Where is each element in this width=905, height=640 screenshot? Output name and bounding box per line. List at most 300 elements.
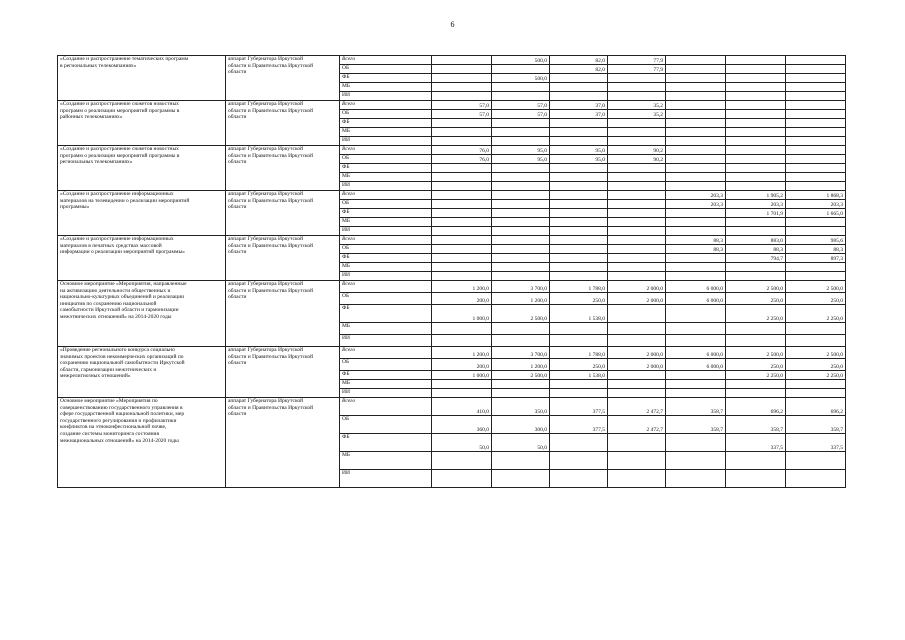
value-cell bbox=[786, 323, 846, 335]
value-cell: 250,0 bbox=[550, 359, 608, 371]
activity-name-line: Основное мероприятие «Мероприятия по bbox=[60, 398, 158, 404]
value-cell bbox=[666, 92, 726, 101]
value-cell bbox=[432, 83, 492, 92]
value-cell bbox=[492, 263, 550, 272]
activity-name-line: районных телекомпаниях» bbox=[60, 114, 123, 121]
activity-name-line: в региональных телекомпаниях» bbox=[60, 62, 137, 69]
value-cell bbox=[726, 110, 786, 119]
value-cell bbox=[786, 56, 846, 65]
activity-name-line: области, гармонизации межэтнических и bbox=[60, 366, 157, 373]
value-cell bbox=[608, 452, 666, 470]
value-cell bbox=[432, 200, 492, 209]
value-cell bbox=[726, 101, 786, 110]
value-cell bbox=[726, 452, 786, 470]
funding-source-cell: ИИ bbox=[340, 389, 432, 398]
value-cell bbox=[550, 380, 608, 389]
value-cell bbox=[726, 263, 786, 272]
value-cell: 2 472,7 bbox=[608, 416, 666, 434]
value-cell bbox=[492, 452, 550, 470]
table-row bbox=[58, 191, 846, 200]
value-cell bbox=[492, 137, 550, 146]
value-cell: 985,6 bbox=[786, 236, 846, 245]
value-cell bbox=[666, 434, 726, 452]
value-cell: 203,3 bbox=[666, 200, 726, 209]
value-cell bbox=[666, 470, 726, 488]
value-cell: 2 500,0 bbox=[786, 281, 846, 293]
table-row bbox=[58, 398, 846, 416]
value-cell bbox=[432, 191, 492, 200]
value-cell bbox=[726, 218, 786, 227]
activity-name-cell bbox=[58, 398, 226, 488]
value-cell bbox=[666, 389, 726, 398]
value-cell bbox=[608, 92, 666, 101]
value-cell bbox=[666, 323, 726, 335]
value-cell: 200,0 bbox=[432, 293, 492, 305]
value-cell bbox=[786, 146, 846, 155]
value-cell bbox=[726, 380, 786, 389]
value-cell bbox=[492, 164, 550, 173]
activity-name-line: государственного регулирования и профилактики bbox=[60, 417, 177, 424]
value-cell: 250,0 bbox=[726, 359, 786, 371]
activity-name-line: создание системы мониторинга состояния bbox=[60, 430, 160, 437]
table-row bbox=[58, 101, 846, 110]
value-cell bbox=[550, 83, 608, 92]
value-cell bbox=[608, 74, 666, 83]
value-cell bbox=[432, 209, 492, 218]
value-cell bbox=[432, 380, 492, 389]
responsible-executor-line: аппарат Губернатора Иркутской bbox=[228, 281, 304, 287]
value-cell bbox=[666, 254, 726, 263]
value-cell bbox=[666, 164, 726, 173]
value-cell bbox=[666, 182, 726, 191]
value-cell bbox=[432, 452, 492, 470]
responsible-executor-cell bbox=[226, 347, 340, 398]
responsible-executor-line: области bbox=[228, 69, 247, 76]
funding-source-cell: ОБ bbox=[340, 200, 432, 209]
value-cell bbox=[786, 137, 846, 146]
value-cell bbox=[550, 119, 608, 128]
value-cell bbox=[726, 65, 786, 74]
activity-name-line: «Создание и распространение сюжетов новостных bbox=[60, 146, 179, 152]
value-cell: 82,0 bbox=[550, 65, 608, 74]
value-cell bbox=[726, 335, 786, 347]
value-cell bbox=[666, 74, 726, 83]
funding-source-cell: ОБ bbox=[340, 155, 432, 164]
funding-source-cell: Всего bbox=[340, 56, 432, 65]
value-cell bbox=[550, 92, 608, 101]
responsible-executor-cell bbox=[226, 101, 340, 146]
value-cell bbox=[608, 83, 666, 92]
responsible-executor-line: аппарат Губернатора Иркутской bbox=[228, 101, 304, 107]
funding-source-cell: Всего bbox=[340, 236, 432, 245]
value-cell: 2 000,0 bbox=[608, 347, 666, 359]
activity-name-line: самобытности Иркутской области и гармонизации bbox=[60, 307, 179, 314]
activity-name-line: конфликтов на этноконфессиональной почве, bbox=[60, 424, 167, 431]
value-cell: 203,3 bbox=[666, 191, 726, 200]
activity-name-cell bbox=[58, 56, 226, 101]
activity-name-line: программы» bbox=[60, 204, 90, 211]
activity-name-line: межнациональных отношений» на 2014-2020 годы bbox=[60, 437, 179, 444]
value-cell: 1 905,2 bbox=[726, 191, 786, 200]
value-cell bbox=[608, 119, 666, 128]
funding-source-cell: Всего bbox=[340, 101, 432, 110]
value-cell bbox=[432, 245, 492, 254]
value-cell: 57,0 bbox=[432, 110, 492, 119]
value-cell bbox=[666, 380, 726, 389]
value-cell bbox=[726, 128, 786, 137]
funding-source-cell: ОБ bbox=[340, 110, 432, 119]
funding-source-cell: МБ bbox=[340, 380, 432, 389]
value-cell: 1 200,0 bbox=[492, 359, 550, 371]
value-cell bbox=[432, 323, 492, 335]
table-row bbox=[58, 56, 846, 65]
value-cell: 2 000,0 bbox=[608, 359, 666, 371]
value-cell: 82,0 bbox=[550, 56, 608, 65]
value-cell bbox=[432, 92, 492, 101]
value-cell bbox=[492, 470, 550, 488]
responsible-executor-line: аппарат Губернатора Иркутской bbox=[228, 398, 304, 404]
table-row bbox=[58, 236, 846, 245]
value-cell: 95,0 bbox=[492, 155, 550, 164]
funding-source-cell: ФБ bbox=[340, 209, 432, 218]
funding-source-cell: Всего bbox=[340, 398, 432, 416]
value-cell: 37,0 bbox=[550, 110, 608, 119]
value-cell: 2 500,0 bbox=[492, 305, 550, 323]
value-cell bbox=[786, 380, 846, 389]
value-cell bbox=[432, 263, 492, 272]
funding-source-cell: ИИ bbox=[340, 92, 432, 101]
value-cell bbox=[432, 254, 492, 263]
value-cell bbox=[666, 305, 726, 323]
activity-name-line: «Создание и распространение сюжетов новостных bbox=[60, 101, 179, 107]
value-cell bbox=[786, 74, 846, 83]
value-cell: 358,7 bbox=[666, 416, 726, 434]
value-cell bbox=[726, 155, 786, 164]
responsible-executor-line: области bbox=[228, 204, 247, 211]
value-cell: 3 700,0 bbox=[492, 281, 550, 293]
value-cell bbox=[432, 119, 492, 128]
value-cell bbox=[666, 218, 726, 227]
funding-source-cell: МБ bbox=[340, 323, 432, 335]
funding-source-cell: ОБ bbox=[340, 359, 432, 371]
funding-source-cell: ОБ bbox=[340, 65, 432, 74]
funding-source-cell: МБ bbox=[340, 173, 432, 182]
responsible-executor-line: области bbox=[228, 249, 247, 256]
value-cell bbox=[432, 65, 492, 74]
value-cell bbox=[786, 263, 846, 272]
value-cell bbox=[608, 173, 666, 182]
value-cell: 35,2 bbox=[608, 110, 666, 119]
responsible-executor-line: области bbox=[228, 294, 247, 301]
value-cell: 794,7 bbox=[726, 254, 786, 263]
value-cell bbox=[432, 173, 492, 182]
value-cell: 2 500,0 bbox=[492, 371, 550, 380]
value-cell: 88,3 bbox=[786, 245, 846, 254]
responsible-executor-cell bbox=[226, 146, 340, 191]
activity-name-cell bbox=[58, 191, 226, 236]
value-cell bbox=[432, 56, 492, 65]
value-cell bbox=[492, 323, 550, 335]
value-cell bbox=[666, 335, 726, 347]
value-cell: 1 200,0 bbox=[492, 293, 550, 305]
value-cell: 57,0 bbox=[432, 101, 492, 110]
funding-source-cell: МБ bbox=[340, 263, 432, 272]
activity-name-line: совершенствованию государственного управления в bbox=[60, 404, 183, 411]
funding-source-cell: ФБ bbox=[340, 164, 432, 173]
responsible-executor-line: области и Правительства Иркутской bbox=[228, 353, 314, 360]
value-cell bbox=[550, 128, 608, 137]
value-cell: 410,0 bbox=[432, 398, 492, 416]
value-cell bbox=[786, 92, 846, 101]
funding-source-cell: ИИ bbox=[340, 182, 432, 191]
value-cell: 250,0 bbox=[550, 293, 608, 305]
value-cell bbox=[608, 128, 666, 137]
activity-name-line: межэтнических отношений» на 2014-2020 годы bbox=[60, 313, 172, 320]
value-cell bbox=[550, 227, 608, 236]
value-cell bbox=[492, 209, 550, 218]
funding-source-cell: ОБ bbox=[340, 245, 432, 254]
value-cell bbox=[492, 65, 550, 74]
value-cell bbox=[608, 305, 666, 323]
responsible-executor-line: области и Правительства Иркутской bbox=[228, 152, 314, 159]
value-cell: 95,0 bbox=[550, 146, 608, 155]
value-cell bbox=[666, 146, 726, 155]
value-cell: 250,0 bbox=[726, 293, 786, 305]
responsible-executor-cell bbox=[226, 191, 340, 236]
value-cell: 1 868,3 bbox=[786, 191, 846, 200]
value-cell bbox=[666, 173, 726, 182]
activity-name-line: материалов в печатных средствах массовой bbox=[60, 242, 162, 249]
value-cell: 6 000,0 bbox=[666, 293, 726, 305]
value-cell bbox=[608, 209, 666, 218]
responsible-executor-cell bbox=[226, 56, 340, 101]
value-cell: 1 538,0 bbox=[550, 371, 608, 380]
funding-source-cell: ИИ bbox=[340, 335, 432, 347]
value-cell bbox=[550, 164, 608, 173]
funding-source-cell: ИИ bbox=[340, 272, 432, 281]
value-cell bbox=[786, 272, 846, 281]
value-cell bbox=[608, 254, 666, 263]
value-cell bbox=[786, 164, 846, 173]
value-cell: 1 538,0 bbox=[550, 305, 608, 323]
value-cell bbox=[786, 110, 846, 119]
activity-name-line: Основное мероприятие «Мероприятия, направленные bbox=[60, 281, 187, 287]
value-cell bbox=[726, 92, 786, 101]
value-cell bbox=[726, 119, 786, 128]
value-cell: 76,0 bbox=[432, 155, 492, 164]
responsible-executor-cell bbox=[226, 281, 340, 347]
budget-table bbox=[57, 55, 846, 488]
responsible-executor-line: области и Правительства Иркутской bbox=[228, 62, 314, 69]
value-cell: 1 788,0 bbox=[550, 347, 608, 359]
value-cell: 337,5 bbox=[786, 434, 846, 452]
responsible-executor-line: области и Правительства Иркутской bbox=[228, 197, 314, 204]
value-cell bbox=[608, 236, 666, 245]
value-cell bbox=[492, 380, 550, 389]
value-cell bbox=[666, 272, 726, 281]
value-cell: 88,3 bbox=[666, 236, 726, 245]
value-cell: 358,7 bbox=[786, 416, 846, 434]
activity-name-cell bbox=[58, 146, 226, 191]
responsible-executor-line: области bbox=[228, 159, 247, 166]
value-cell: 2 000,0 bbox=[608, 293, 666, 305]
value-cell bbox=[726, 272, 786, 281]
value-cell bbox=[608, 371, 666, 380]
value-cell: 95,0 bbox=[492, 146, 550, 155]
activity-name-line: региональных телекомпаниях» bbox=[60, 159, 133, 166]
value-cell: 1 701,9 bbox=[726, 209, 786, 218]
value-cell bbox=[666, 110, 726, 119]
value-cell bbox=[550, 470, 608, 488]
value-cell: 696,2 bbox=[726, 398, 786, 416]
value-cell bbox=[786, 227, 846, 236]
value-cell bbox=[550, 434, 608, 452]
value-cell bbox=[550, 254, 608, 263]
value-cell bbox=[608, 263, 666, 272]
responsible-executor-line: области bbox=[228, 360, 247, 367]
value-cell bbox=[432, 137, 492, 146]
activity-name-cell bbox=[58, 236, 226, 281]
value-cell bbox=[786, 389, 846, 398]
value-cell: 57,0 bbox=[492, 101, 550, 110]
funding-source-cell: ФБ bbox=[340, 434, 432, 452]
value-cell bbox=[432, 227, 492, 236]
value-cell bbox=[666, 155, 726, 164]
page-number: 6 bbox=[450, 20, 455, 29]
value-cell bbox=[786, 155, 846, 164]
value-cell bbox=[786, 101, 846, 110]
value-cell: 2 250,0 bbox=[726, 371, 786, 380]
funding-source-cell: Всего bbox=[340, 281, 432, 293]
value-cell bbox=[550, 74, 608, 83]
value-cell bbox=[666, 128, 726, 137]
value-cell: 200,0 bbox=[432, 359, 492, 371]
funding-source-cell: ФБ bbox=[340, 119, 432, 128]
value-cell bbox=[432, 218, 492, 227]
value-cell bbox=[608, 245, 666, 254]
value-cell bbox=[666, 65, 726, 74]
value-cell: 77,9 bbox=[608, 65, 666, 74]
value-cell bbox=[726, 137, 786, 146]
value-cell: 88,3 bbox=[726, 245, 786, 254]
funding-source-cell: МБ bbox=[340, 128, 432, 137]
responsible-executor-line: аппарат Губернатора Иркутской bbox=[228, 236, 304, 242]
value-cell: 88,3 bbox=[666, 245, 726, 254]
value-cell bbox=[726, 227, 786, 236]
activity-name-line: сохранению национальной самобытности Иркутской bbox=[60, 360, 185, 367]
value-cell: 76,0 bbox=[432, 146, 492, 155]
value-cell bbox=[550, 200, 608, 209]
value-cell bbox=[492, 92, 550, 101]
value-cell bbox=[550, 191, 608, 200]
value-cell: 883,0 bbox=[726, 236, 786, 245]
activity-name-line: программ о реализации мероприятий программы в bbox=[60, 107, 180, 114]
responsible-executor-line: аппарат Губернатора Иркутской bbox=[228, 56, 304, 62]
value-cell: 1 788,0 bbox=[550, 281, 608, 293]
value-cell: 37,0 bbox=[550, 101, 608, 110]
value-cell: 6 000,0 bbox=[666, 281, 726, 293]
value-cell: 2 250,0 bbox=[786, 371, 846, 380]
value-cell: 57,0 bbox=[492, 110, 550, 119]
value-cell: 250,0 bbox=[786, 359, 846, 371]
value-cell bbox=[432, 182, 492, 191]
value-cell bbox=[608, 380, 666, 389]
responsible-executor-line: аппарат Губернатора Иркутской bbox=[228, 347, 304, 353]
value-cell bbox=[550, 272, 608, 281]
value-cell: 95,0 bbox=[550, 155, 608, 164]
funding-source-cell: ОБ bbox=[340, 416, 432, 434]
value-cell bbox=[726, 146, 786, 155]
value-cell bbox=[550, 236, 608, 245]
responsible-executor-cell bbox=[226, 236, 340, 281]
value-cell bbox=[666, 263, 726, 272]
value-cell: 360,0 bbox=[432, 416, 492, 434]
value-cell: 1 200,0 bbox=[432, 347, 492, 359]
funding-source-cell: МБ bbox=[340, 218, 432, 227]
value-cell bbox=[726, 323, 786, 335]
value-cell: 2 500,0 bbox=[726, 281, 786, 293]
value-cell bbox=[550, 137, 608, 146]
value-cell bbox=[666, 452, 726, 470]
responsible-executor-line: области bbox=[228, 114, 247, 121]
value-cell bbox=[432, 236, 492, 245]
value-cell bbox=[492, 83, 550, 92]
value-cell bbox=[608, 272, 666, 281]
value-cell bbox=[786, 470, 846, 488]
activity-name-line: межрелигиозных отношений» bbox=[60, 373, 131, 380]
value-cell bbox=[608, 335, 666, 347]
funding-source-cell: ИИ bbox=[340, 137, 432, 146]
value-cell: 1 200,0 bbox=[432, 281, 492, 293]
value-cell bbox=[726, 164, 786, 173]
value-cell bbox=[666, 119, 726, 128]
value-cell bbox=[666, 137, 726, 146]
value-cell bbox=[608, 191, 666, 200]
value-cell: 500,0 bbox=[492, 56, 550, 65]
activity-name-line: «Создание и распространение информационных bbox=[60, 236, 174, 242]
value-cell bbox=[550, 263, 608, 272]
activity-name-line: программ о реализации мероприятий программы в bbox=[60, 152, 180, 159]
responsible-executor-line: области и Правительства Иркутской bbox=[228, 287, 314, 294]
value-cell: 337,5 bbox=[726, 434, 786, 452]
funding-source-cell: ФБ bbox=[340, 254, 432, 263]
table-row bbox=[58, 146, 846, 155]
activity-name-line: материалов на телевидении о реализации мероприятий bbox=[60, 197, 190, 204]
value-cell bbox=[786, 452, 846, 470]
activity-name-line: информации о реализации мероприятий программы» bbox=[60, 249, 185, 256]
funding-source-cell: МБ bbox=[340, 452, 432, 470]
funding-source-cell: МБ bbox=[340, 83, 432, 92]
value-cell bbox=[492, 191, 550, 200]
value-cell: 500,0 bbox=[492, 74, 550, 83]
value-cell bbox=[492, 236, 550, 245]
value-cell: 358,7 bbox=[666, 398, 726, 416]
value-cell: 2 250,0 bbox=[786, 305, 846, 323]
funding-source-cell: ФБ bbox=[340, 305, 432, 323]
value-cell bbox=[550, 452, 608, 470]
value-cell bbox=[608, 470, 666, 488]
value-cell bbox=[666, 83, 726, 92]
value-cell bbox=[608, 137, 666, 146]
value-cell bbox=[550, 245, 608, 254]
responsible-executor-cell bbox=[226, 398, 340, 488]
value-cell: 203,3 bbox=[786, 200, 846, 209]
value-cell bbox=[432, 470, 492, 488]
value-cell bbox=[492, 119, 550, 128]
value-cell bbox=[726, 83, 786, 92]
activity-name-cell bbox=[58, 101, 226, 146]
value-cell: 350,0 bbox=[492, 398, 550, 416]
